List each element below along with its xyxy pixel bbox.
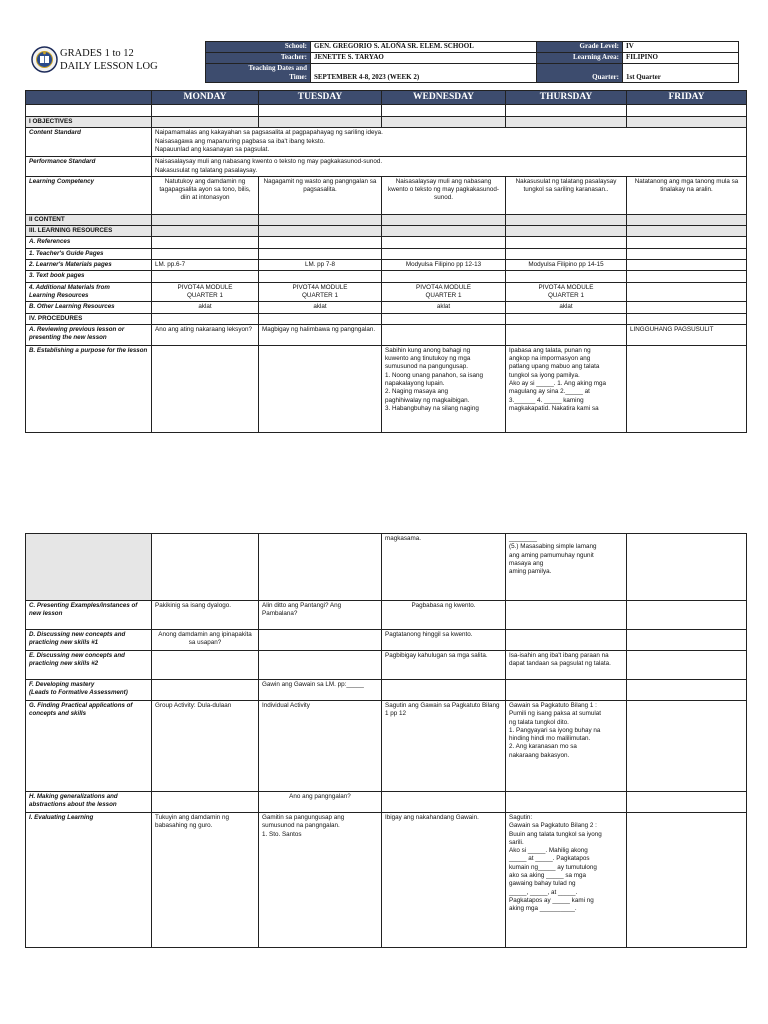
textbook-row [26,271,747,282]
content-standard-label: Content Standard [26,128,152,157]
evaluating-thursday [506,813,627,948]
establishing-thu-line-2: angkop na impormasyon ang [509,355,591,363]
content-heading: II CONTENT [26,214,152,225]
dates-value: SEPTEMBER 4-8, 2023 (WEEK 2) [311,64,537,83]
other-resources-monday: aklat [152,302,259,313]
learner-materials-monday: LM. pp.6-7 [152,260,259,271]
applications-thursday [506,701,627,792]
establishing-wed-line-8: 3. Habangbuhay na silang naging [385,404,479,412]
additional-monday-line-2: QUARTER 1 [187,291,223,299]
establishing-wed-line-2: kuwento ang tinutukoy ng mga [385,355,471,363]
applications-tuesday: Individual Activity [259,701,382,792]
additional-wednesday-line-1: PIVOT4A MODULE [416,283,471,291]
discussing1-label: D. Discussing new concepts and practicing new skills #1 [26,630,152,651]
cont-thu-line-4: masaya ang [509,559,544,567]
establishing-row [26,345,747,432]
additional-monday-line-1: PIVOT4A MODULE [177,283,233,291]
applications-thu-line-6: 2. Ang karanasan mo sa [509,743,577,751]
teacher-guide-row [26,248,747,259]
competency-tuesday: Nagagamit ng wasto ang pangngalan sa pagsasalita. [259,176,382,214]
establishing-wed-line-4: 1. Noong unang panahon, sa isang [385,371,484,379]
establishing-thu-line-6: magulang ay sina 2._____ at [509,388,590,396]
area-label: Learning Area: [537,53,623,64]
establishing-wed-line-7: paghihiwalay ng magkaibigan. [385,396,470,404]
evaluating-thu-line-6: _____ at _____. Pagkatapos [509,855,590,863]
establishing-thursday [506,345,627,432]
discussing1-thursday [506,630,627,651]
generalizations-row [26,792,747,813]
evaluating-thu-line-5: Ako si _____. Mahilig akong [509,847,588,855]
additional-label-2: Learning Resources [29,291,89,299]
other-resources-wednesday: aklat [382,302,506,313]
day-thursday: THURSDAY [506,91,627,105]
dates-label [206,64,311,83]
day-monday: MONDAY [152,91,259,105]
procedures-row [26,313,747,324]
generalizations-tuesday: Ano ang pangngalan? [259,792,382,813]
additional-tuesday [259,282,382,302]
applications-label: G. Finding Practical applications of concepts and skills [26,701,152,792]
learner-materials-friday [627,260,747,271]
mastery-label-2: (Leads to Formative Assessment) [29,689,128,697]
other-resources-tuesday: aklat [259,302,382,313]
content-standard-line-1: Naipamamalas ang kakayahan sa pagsasalita at pagpapahayag ng sariling ideya. [155,129,383,137]
additional-tuesday-line-1: PIVOT4A MODULE [292,283,348,291]
applications-thu-line-4: 1. Pangyayari sa iyong buhay na [509,726,601,734]
additional-tuesday-line-2: QUARTER 1 [302,291,338,299]
learner-materials-label: 2. Learner's Materials pages [26,260,152,271]
reviewing-tuesday: Magbigay ng halimbawa ng pangngalan. [259,324,382,345]
title-line-1: GRADES 1 to 12 [60,48,134,59]
establishing-wed-line-5: napakalayong lupain. [385,380,445,388]
establishing-wednesday [382,345,506,432]
area-value: FILIPINO [623,53,739,64]
discussing2-tuesday [259,651,382,680]
discussing2-monday [152,651,259,680]
establishing-wed-line-6: 2. Naging masaya ang [385,388,449,396]
generalizations-label: H. Making generalizations and abstractions about the lesson [26,792,152,813]
evaluating-thu-line-8: ako sa aking _____ sa mga [509,872,587,880]
cont-thu-line-5: aming pamilya. [509,568,552,576]
performance-standard-value [152,157,747,177]
discussing1-friday [627,630,747,651]
other-resources-label: B. Other Learning Resources [26,302,152,313]
establishing-thu-line-7: 3.______ 4. _____ kaming [509,396,584,404]
dates-label-1: Teaching Dates and [248,64,307,72]
continuation-thursday [506,534,627,601]
objectives-row [26,117,747,128]
mastery-label [26,680,152,701]
reviewing-thursday [506,324,627,345]
learner-materials-row [26,260,747,271]
school-info-table [205,41,739,83]
competency-thursday: Nakasusulat ng talatang pasalaysay tungkol sa sariling karanasan.. [506,176,627,214]
additional-wednesday [382,282,506,302]
evaluating-tue-line-1: Gamitin sa pangungusap ang sumusunod na pangngalan. [262,814,345,830]
discussing1-monday: Anong damdamin ang ipinapakita sa usapan? [152,630,259,651]
references-label: A. References [26,237,152,248]
cont-thu-line-3: ang aming pamumuhay ngunit [509,551,594,559]
establishing-thu-line-4: tungkol sa iyong pamilya. [509,371,580,379]
presenting-row [26,601,747,630]
evaluating-tue-line-2: 1. Sto. Santos [262,830,302,838]
learner-materials-wednesday: Modyulsa Filipino pp 12-13 [382,260,506,271]
evaluating-thu-line-4: sarili. [509,838,524,846]
additional-materials-label [26,282,152,302]
reviewing-friday: LINGGUHANG PAGSUSULIT [627,324,747,345]
applications-wednesday: Sagutin ang Gawain sa Pagkatuto Bilang 1 pp 12 [382,701,506,792]
resources-row [26,226,747,237]
day-tuesday: TUESDAY [259,91,382,105]
learner-materials-tuesday: LM. pp 7-8 [259,260,382,271]
lesson-log-table-page2 [25,533,747,948]
competency-label: Learning Competency [26,176,152,214]
generalizations-wednesday [382,792,506,813]
generalizations-monday [152,792,259,813]
evaluating-row [26,813,747,948]
additional-label-1: 4. Additional Materials from [29,283,110,291]
additional-monday [152,282,259,302]
evaluating-monday: Tukuyin ang damdamin ng babasahing ng guro. [152,813,259,948]
evaluating-thu-line-11: Pagkatapos ay _____ kami ng [509,896,594,904]
page-title [60,47,158,73]
performance-standard-line-2: Nakasusulat ng talatang pasalaysay. [155,166,258,174]
discussing1-wednesday: Pagtatanong hinggil sa kwento. [382,630,506,651]
establishing-thu-line-3: patlang upang mabuo ang talata [509,363,600,371]
reviewing-monday: Ano ang ating nakaraang leksyon? [152,324,259,345]
presenting-label: C. Presenting Examples/instances of new lesson [26,601,152,630]
discussing1-tuesday [259,630,382,651]
establishing-label: B. Establishing a purpose for the lesson [26,345,152,432]
lesson-log-table-page1 [25,90,747,433]
learner-materials-thursday: Modyulsa Filipino pp 14-15 [506,260,627,271]
generalizations-friday [627,792,747,813]
textbook-label: 3. Text book pages [26,271,152,282]
resources-heading: III. LEARNING RESOURCES [26,226,152,237]
mastery-tuesday: Gawin ang Gawain sa LM. pp:_____ [259,680,382,701]
day-wednesday: WEDNESDAY [382,91,506,105]
evaluating-thu-line-12: aking mga __________. [509,905,577,913]
content-standard-line-2: Naisasagawa ang mapanuring pagbasa sa iba't ibang teksto. [155,137,325,145]
additional-wednesday-line-2: QUARTER 1 [425,291,462,299]
evaluating-wednesday: Ibigay ang nakahandang Gawain. [382,813,506,948]
additional-thursday [506,282,627,302]
additional-thursday-line-1: PIVOT4A MODULE [538,283,594,291]
presenting-monday: Pakikinig sa isang dyalogo. [152,601,259,630]
other-resources-row [26,302,747,313]
evaluating-tuesday [259,813,382,948]
generalizations-thursday [506,792,627,813]
reviewing-row [26,324,747,345]
discussing2-thursday: Isa-isahin ang iba't ibang paraan na dapat tandaan sa pagsulat ng talata. [506,651,627,680]
presenting-friday [627,601,747,630]
mastery-monday [152,680,259,701]
grade-value: IV [623,42,739,53]
performance-standard-label: Performance Standard [26,157,152,177]
grade-label: Grade Level: [537,42,623,53]
evaluating-thu-line-1: Sagutin: [509,814,533,821]
presenting-wednesday: Pagbabasa ng kwento. [382,601,506,630]
reviewing-wednesday [382,324,506,345]
cont-thu-line-1: ________ [509,535,538,542]
content-standard-line-3: Napauunlad ang kasanayan sa pagsulat. [155,145,270,153]
school-value: GEN. GREGORIO S. ALOÑA SR. ELEM. SCHOOL [311,42,537,53]
discussing2-wednesday: Pagbibigay kahulugan sa mga salita. [382,651,506,680]
discussing1-row [26,630,747,651]
applications-thu-line-2: Pumili ng isang paksa at sumulat [509,710,602,718]
performance-standard-line-1: Naisasalaysay muli ang nabasang kwento o teksto ng may pagkakasunod-sunod. [155,158,383,166]
references-row [26,237,747,248]
content-row [26,214,747,225]
quarter-label: Quarter: [537,64,623,83]
establishing-thu-line-8: magkakapatid. Nakatira kami sa [509,404,599,412]
mastery-thursday [506,680,627,701]
continuation-wednesday: magkasama. [382,534,506,601]
school-label: School: [206,42,311,53]
competency-monday: Natutukoy ang damdamin ng tagapagsalita ayon sa tono, bilis, diin at intonasyon [152,176,259,214]
mastery-friday [627,680,747,701]
teacher-label: Teacher: [206,53,311,64]
establishing-wed-line-1: Sabihin kung anong bahagi ng [385,346,471,354]
applications-thu-line-1: Gawain sa Pagkatuto Bilang 1 : [509,702,597,709]
applications-monday: Group Activity: Dula-dulaan [152,701,259,792]
discussing2-row [26,651,747,680]
evaluating-thu-line-3: Buuin ang talata tungkol sa iyong [509,830,602,838]
procedures-heading: IV. PROCEDURES [26,313,152,324]
evaluating-thu-line-10: _____, _____, at _____. [509,888,578,896]
title-line-2: DAILY LESSON LOG [60,61,158,72]
evaluating-label: I. Evaluating Learning [26,813,152,948]
competency-row [26,176,747,214]
discussing2-friday [627,651,747,680]
establishing-thu-line-5: Ako ay si _____. 1. Ang aking mga [509,380,606,388]
continuation-row [26,534,747,601]
content-standard-row [26,128,747,157]
cont-thu-line-2: (5.) Masasabing simple lamang [509,543,597,551]
evaluating-thu-line-7: kumain ng_____ ay tumutulong [509,863,597,871]
mastery-label-1: F. Developing mastery [29,681,95,688]
establishing-wed-line-3: sumusunod na pangungusap. [385,363,468,371]
mastery-row [26,680,747,701]
applications-thu-line-3: ng talata tungkol dito. [509,718,569,726]
competency-friday: Natatanong ang mga tanong mula sa tinalakay na aralin. [627,176,747,214]
other-resources-thursday: aklat [506,302,627,313]
reviewing-label: A. Reviewing previous lesson or presenting the new lesson [26,324,152,345]
discussing2-label: E. Discussing new concepts and practicing new skills #2 [26,651,152,680]
presenting-tuesday: Alin ditto ang Pantangi? Ang Pambalana? [259,601,382,630]
additional-thursday-line-2: QUARTER 1 [548,291,584,299]
establishing-thu-line-1: Ipabasa ang talata, punan ng [509,346,591,354]
teacher-guide-label: 1. Teacher's Guide Pages [26,248,152,259]
mastery-wednesday [382,680,506,701]
day-friday: FRIDAY [627,91,747,105]
content-standard-value [152,128,747,157]
applications-row [26,701,747,792]
presenting-thursday [506,601,627,630]
competency-wednesday: Naisasalaysay muli ang nabasang kwento o teksto ng may pagkakasunod-sunod. [382,176,506,214]
evaluating-thu-line-2: Gawain sa Pagkatuto Bilang 2 : [509,822,597,830]
quarter-value: 1st Quarter [623,64,739,83]
applications-thu-line-7: nakaraang bakasyon. [509,751,570,759]
additional-materials-row [26,282,747,302]
applications-thu-line-5: hinding hindi mo malilimutan. [509,735,591,743]
dates-label-2: Time: [289,73,307,81]
objectives-heading: I OBJECTIVES [26,117,152,128]
deped-seal-logo [31,46,58,73]
performance-standard-row [26,157,747,177]
evaluating-thu-line-9: gawaing bahay tulad ng [509,880,576,888]
teacher-value: JENETTE S. TARYAO [311,53,537,64]
applications-friday [627,701,747,792]
day-header-row [26,91,747,105]
